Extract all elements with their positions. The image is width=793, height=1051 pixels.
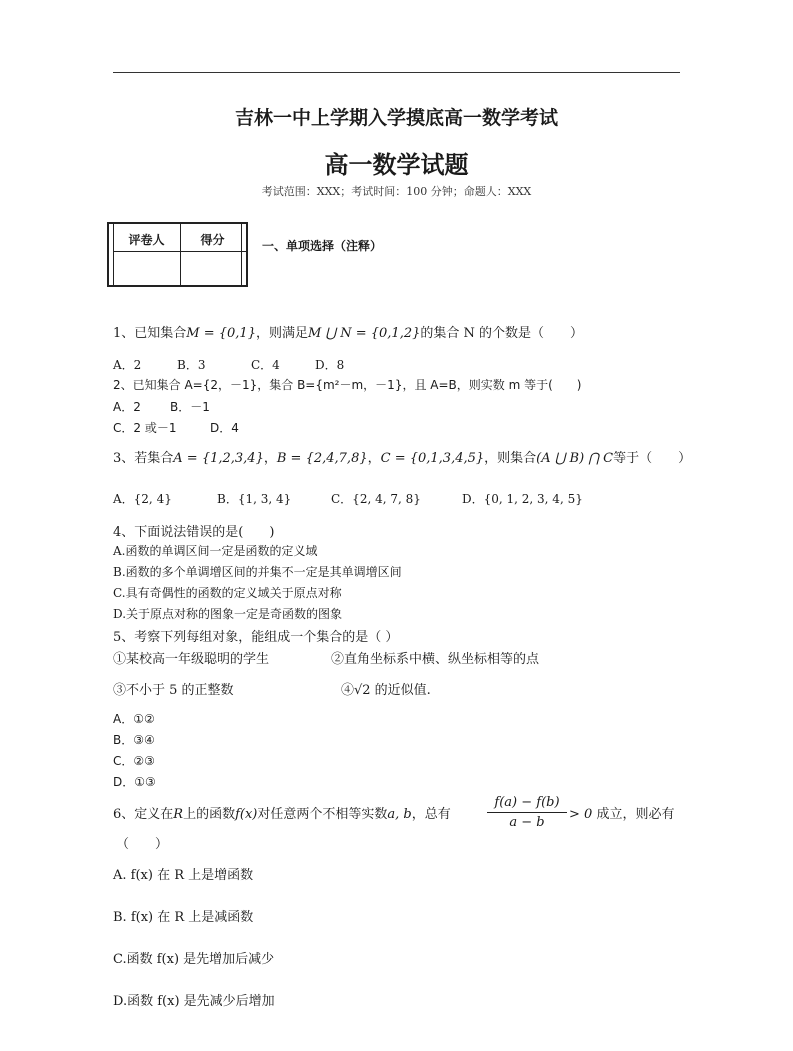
question-2: 2、已知集合 A={2，－1}，集合 B={m²－m，－1}，且 A=B，则实数 m 等于( ): [113, 378, 582, 392]
question-3: 3、若集合A = {1,2,3,4}，B = {2,4,7,8}，C = {0,1,3,4,5}，则集合(A ⋃ B) ⋂ C等于（ ）: [113, 451, 692, 466]
q2-option-c: C．2 或－1: [113, 421, 177, 435]
q4-option-a: A.函数的单调区间一定是函数的定义域: [113, 544, 318, 558]
q6-option-b: B. f(x) 在 R 上是减函数: [113, 910, 254, 925]
q5-item-3: ③不小于 5 的正整数: [113, 683, 234, 698]
score-table-score-header: 得分: [200, 233, 225, 247]
q4-option-c: C.具有奇偶性的函数的定义域关于原点对称: [113, 586, 342, 600]
score-table-grader-header: 评卷人: [128, 233, 165, 247]
q1-option-d: D．8: [315, 358, 345, 372]
q3-option-c: C．{2, 4, 7, 8}: [331, 492, 421, 506]
q1-option-c: C．4: [251, 358, 280, 372]
score-table-row-divider: [113, 251, 248, 252]
q2-option-a: A．2: [113, 400, 141, 414]
q4-option-d: D.关于原点对称的图象一定是奇函数的图象: [113, 607, 343, 621]
q4-option-b: B.函数的多个单调增区间的并集不一定是其单调增区间: [113, 565, 402, 579]
q6-option-d: D.函数 f(x) 是先减少后增加: [113, 994, 275, 1009]
q6-fraction-bar: [487, 812, 567, 813]
q6-fraction: [487, 795, 567, 830]
q5-option-b: B．③④: [113, 733, 155, 747]
q6-paren: （ ）: [116, 837, 169, 852]
question-4: 4、下面说法错误的是( ): [113, 525, 275, 540]
q5-option-d: D．①③: [113, 775, 156, 789]
q5-option-c: C．②③: [113, 754, 155, 768]
q6-denominator: a − b: [509, 815, 545, 830]
q1-option-a: A．2: [113, 358, 142, 372]
q5-option-a: A．①②: [113, 712, 155, 726]
q2-option-d: D．4: [210, 421, 239, 435]
question-1: 1、已知集合M = {0,1}，则满足M ⋃ N = {0,1,2}的集合 N 的个数是（ ）: [113, 326, 584, 341]
q2-option-b: B．－1: [170, 400, 210, 414]
q5-item-1: ①某校高一年级聪明的学生: [113, 652, 270, 667]
exam-info: 考试范围：XXX；考试时间：100 分钟；命题人：XXX: [261, 185, 532, 198]
q6-numerator: f(a) − f(b): [494, 795, 560, 810]
header-rule: [113, 72, 680, 73]
exam-subtitle: 高一数学试题: [324, 151, 469, 179]
question-6: 6、定义在R上的函数f(x)对任意两个不相等实数a, b，总有: [113, 807, 451, 822]
q1-option-b: B．3: [177, 358, 206, 372]
q5-item-4: ④√2 的近似值.: [341, 683, 431, 698]
q6-option-c: C.函数 f(x) 是先增加后减少: [113, 952, 275, 967]
q3-option-b: B．{1, 3, 4}: [217, 492, 292, 506]
q5-item-2: ②直角坐标系中横、纵坐标相等的点: [331, 652, 540, 667]
q3-option-a: A．{2, 4}: [113, 492, 172, 506]
q6-inequality: > 0 成立，则必有: [569, 807, 675, 822]
q3-option-d: D．{0, 1, 2, 3, 4, 5}: [462, 492, 583, 506]
q6-option-a: A. f(x) 在 R 上是增函数: [113, 868, 254, 883]
section-title: 一、单项选择（注释）: [262, 239, 383, 253]
question-5: 5、考察下列每组对象，能组成一个集合的是（ ）: [113, 630, 399, 645]
exam-title: 吉林一中上学期入学摸底高一数学考试: [234, 107, 558, 129]
